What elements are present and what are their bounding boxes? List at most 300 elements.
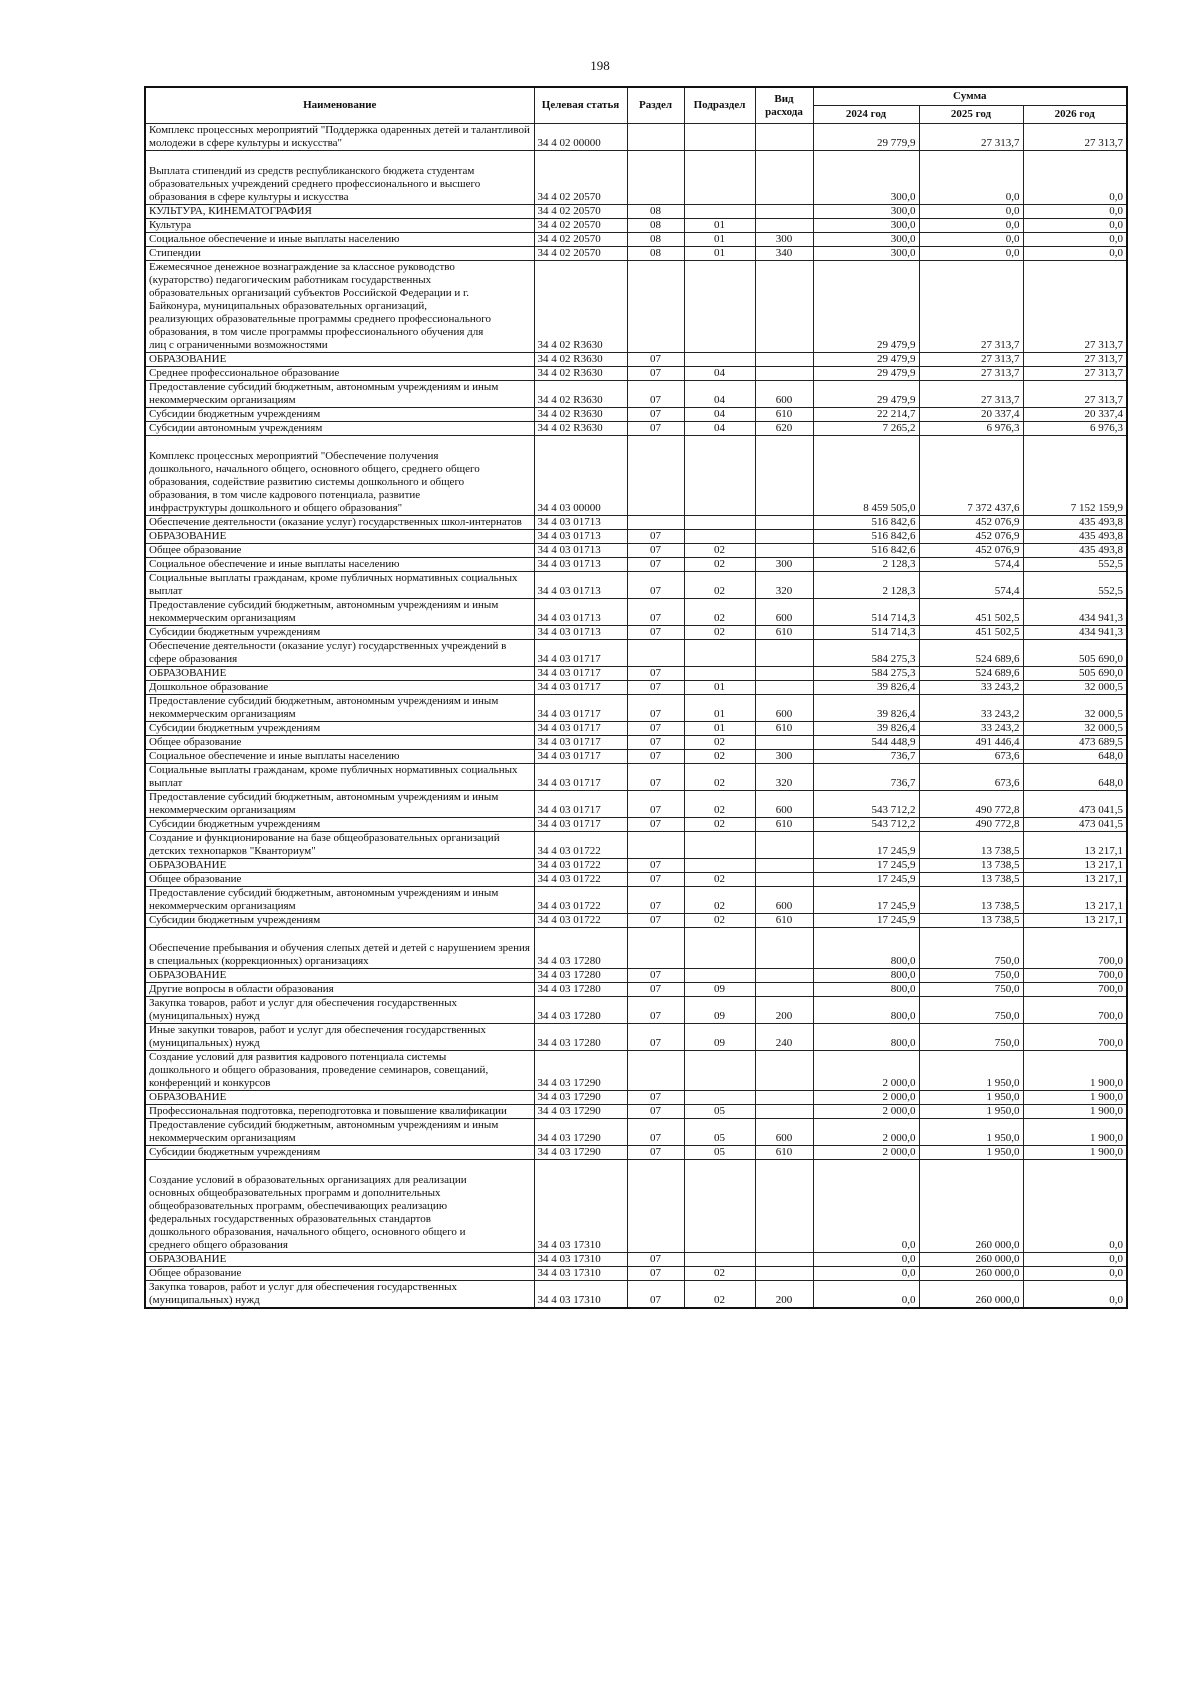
cell-razdel (627, 1051, 684, 1091)
cell-2024: 514 714,3 (813, 599, 919, 626)
cell-razdel (627, 261, 684, 353)
cell-vid (755, 219, 813, 233)
cell-2026: 0,0 (1023, 219, 1127, 233)
table-row (145, 151, 1127, 205)
header-vid: Вид расхода (755, 87, 813, 124)
cell-razdel: 07 (627, 1267, 684, 1281)
cell-razdel: 07 (627, 530, 684, 544)
cell-razdel: 07 (627, 667, 684, 681)
table-row (145, 1119, 1127, 1146)
cell-podrazdel (684, 516, 755, 530)
cell-vid: 200 (755, 1281, 813, 1309)
cell-razdel: 07 (627, 695, 684, 722)
cell-podrazdel (684, 928, 755, 969)
cell-razdel: 07 (627, 1281, 684, 1309)
cell-razdel: 07 (627, 1146, 684, 1160)
cell-2024: 2 000,0 (813, 1119, 919, 1146)
cell-2024: 800,0 (813, 983, 919, 997)
cell-name: ОБРАЗОВАНИЕ (145, 969, 534, 983)
cell-2025: 1 950,0 (919, 1146, 1023, 1160)
cell-code: 34 4 03 01717 (534, 736, 627, 750)
cell-2024: 29 479,9 (813, 353, 919, 367)
cell-2025: 451 502,5 (919, 626, 1023, 640)
cell-name: Стипендии (145, 247, 534, 261)
cell-code: 34 4 03 01722 (534, 832, 627, 859)
cell-2024: 7 265,2 (813, 422, 919, 436)
cell-2026: 1 900,0 (1023, 1119, 1127, 1146)
cell-2025: 27 313,7 (919, 381, 1023, 408)
cell-vid (755, 1105, 813, 1119)
cell-vid (755, 353, 813, 367)
cell-podrazdel (684, 353, 755, 367)
cell-name: Социальное обеспечение и иные выплаты населению (145, 233, 534, 247)
cell-podrazdel (684, 832, 755, 859)
cell-code: 34 4 03 01722 (534, 887, 627, 914)
cell-name: Субсидии бюджетным учреждениям (145, 722, 534, 736)
cell-code: 34 4 02 R3630 (534, 261, 627, 353)
cell-2026: 700,0 (1023, 969, 1127, 983)
cell-podrazdel: 01 (684, 695, 755, 722)
cell-2024: 39 826,4 (813, 695, 919, 722)
cell-razdel: 08 (627, 247, 684, 261)
table-body (145, 124, 1127, 1309)
cell-2025: 673,6 (919, 750, 1023, 764)
cell-name: Предоставление субсидий бюджетным, автономным учреждениям и иным некоммерческим организациям (145, 791, 534, 818)
cell-name: Профессиональная подготовка, переподготовка и повышение квалификации (145, 1105, 534, 1119)
cell-2024: 300,0 (813, 151, 919, 205)
cell-name: Закупка товаров, работ и услуг для обеспечения государственных (муниципальных) нужд (145, 1281, 534, 1309)
table-row (145, 736, 1127, 750)
cell-name: Субсидии бюджетным учреждениям (145, 1146, 534, 1160)
cell-2024: 17 245,9 (813, 887, 919, 914)
cell-2024: 0,0 (813, 1267, 919, 1281)
cell-code: 34 4 03 17310 (534, 1267, 627, 1281)
cell-vid (755, 969, 813, 983)
cell-podrazdel: 02 (684, 764, 755, 791)
cell-name: Создание и функционирование на базе общеобразовательных организаций детских технопарков "Кванториум" (145, 832, 534, 859)
cell-vid: 610 (755, 408, 813, 422)
table-row (145, 353, 1127, 367)
table-row (145, 530, 1127, 544)
cell-2024: 39 826,4 (813, 681, 919, 695)
cell-razdel: 07 (627, 859, 684, 873)
cell-2026: 0,0 (1023, 205, 1127, 219)
cell-2026: 473 041,5 (1023, 791, 1127, 818)
cell-2026: 0,0 (1023, 1253, 1127, 1267)
cell-2026: 32 000,5 (1023, 681, 1127, 695)
cell-code: 34 4 03 01713 (534, 626, 627, 640)
cell-vid (755, 530, 813, 544)
cell-2024: 39 826,4 (813, 722, 919, 736)
cell-name: Субсидии бюджетным учреждениям (145, 818, 534, 832)
cell-name: ОБРАЗОВАНИЕ (145, 859, 534, 873)
cell-name: Иные закупки товаров, работ и услуг для обеспечения государственных (муниципальных) нужд (145, 1024, 534, 1051)
cell-2025: 13 738,5 (919, 887, 1023, 914)
cell-2026: 1 900,0 (1023, 1105, 1127, 1119)
cell-code: 34 4 03 17290 (534, 1091, 627, 1105)
cell-code: 34 4 03 01717 (534, 667, 627, 681)
cell-2025: 750,0 (919, 997, 1023, 1024)
cell-razdel (627, 436, 684, 516)
cell-2024: 2 000,0 (813, 1051, 919, 1091)
cell-podrazdel: 02 (684, 887, 755, 914)
cell-podrazdel (684, 859, 755, 873)
cell-2026: 0,0 (1023, 1160, 1127, 1253)
table-row (145, 436, 1127, 516)
cell-2026: 700,0 (1023, 1024, 1127, 1051)
cell-podrazdel: 01 (684, 219, 755, 233)
table-row (145, 1091, 1127, 1105)
table-row (145, 1146, 1127, 1160)
cell-2024: 29 479,9 (813, 261, 919, 353)
cell-podrazdel (684, 667, 755, 681)
cell-2026: 0,0 (1023, 247, 1127, 261)
cell-name: Субсидии бюджетным учреждениям (145, 626, 534, 640)
cell-2026: 505 690,0 (1023, 640, 1127, 667)
table-row (145, 516, 1127, 530)
cell-2024: 584 275,3 (813, 667, 919, 681)
cell-2026: 1 900,0 (1023, 1146, 1127, 1160)
cell-code: 34 4 03 01722 (534, 914, 627, 928)
table-row (145, 695, 1127, 722)
cell-2025: 452 076,9 (919, 516, 1023, 530)
cell-razdel: 07 (627, 983, 684, 997)
cell-2025: 750,0 (919, 1024, 1023, 1051)
cell-vid (755, 205, 813, 219)
cell-code: 34 4 02 20570 (534, 219, 627, 233)
cell-2024: 17 245,9 (813, 873, 919, 887)
cell-vid: 610 (755, 626, 813, 640)
cell-podrazdel: 02 (684, 1281, 755, 1309)
cell-code: 34 4 02 R3630 (534, 422, 627, 436)
cell-code: 34 4 03 17310 (534, 1160, 627, 1253)
cell-2024: 543 712,2 (813, 818, 919, 832)
cell-2025: 13 738,5 (919, 873, 1023, 887)
cell-podrazdel (684, 205, 755, 219)
cell-podrazdel: 02 (684, 599, 755, 626)
cell-2026: 552,5 (1023, 558, 1127, 572)
header-podrazdel: Подраздел (684, 87, 755, 124)
cell-2026: 13 217,1 (1023, 832, 1127, 859)
cell-code: 34 4 03 17280 (534, 983, 627, 997)
cell-name: Субсидии бюджетным учреждениям (145, 914, 534, 928)
cell-2025: 490 772,8 (919, 818, 1023, 832)
cell-2024: 2 000,0 (813, 1091, 919, 1105)
cell-vid: 610 (755, 722, 813, 736)
cell-2025: 0,0 (919, 205, 1023, 219)
cell-podrazdel: 05 (684, 1119, 755, 1146)
cell-code: 34 4 03 17280 (534, 928, 627, 969)
cell-2025: 27 313,7 (919, 353, 1023, 367)
cell-code: 34 4 03 01713 (534, 544, 627, 558)
cell-vid (755, 928, 813, 969)
cell-name: Обеспечение пребывания и обучения слепых детей и детей с нарушением зрения в специальных (коррекционных) организациях (145, 928, 534, 969)
cell-vid: 240 (755, 1024, 813, 1051)
cell-razdel: 07 (627, 1119, 684, 1146)
cell-2024: 0,0 (813, 1253, 919, 1267)
cell-2025: 491 446,4 (919, 736, 1023, 750)
cell-2026: 1 900,0 (1023, 1051, 1127, 1091)
cell-name: Социальное обеспечение и иные выплаты населению (145, 750, 534, 764)
cell-vid: 620 (755, 422, 813, 436)
cell-2026: 27 313,7 (1023, 353, 1127, 367)
cell-razdel: 07 (627, 599, 684, 626)
cell-2024: 29 779,9 (813, 124, 919, 151)
cell-2024: 544 448,9 (813, 736, 919, 750)
cell-vid: 600 (755, 791, 813, 818)
table-row (145, 750, 1127, 764)
cell-2025: 524 689,6 (919, 667, 1023, 681)
cell-2024: 300,0 (813, 205, 919, 219)
table-row (145, 1253, 1127, 1267)
cell-2024: 516 842,6 (813, 530, 919, 544)
cell-2024: 300,0 (813, 247, 919, 261)
cell-vid: 300 (755, 558, 813, 572)
cell-vid (755, 1091, 813, 1105)
cell-razdel: 08 (627, 233, 684, 247)
cell-name: Комплекс процессных мероприятий "Поддержка одаренных детей и талантливой молодежи в сфере культуры и искусства" (145, 124, 534, 151)
cell-2024: 29 479,9 (813, 381, 919, 408)
cell-podrazdel: 04 (684, 408, 755, 422)
cell-code: 34 4 02 00000 (534, 124, 627, 151)
header-code: Целевая статья (534, 87, 627, 124)
header-name: Наименование (145, 87, 534, 124)
cell-vid (755, 736, 813, 750)
cell-2026: 20 337,4 (1023, 408, 1127, 422)
cell-2026: 13 217,1 (1023, 859, 1127, 873)
cell-name: Дошкольное образование (145, 681, 534, 695)
cell-code: 34 4 02 20570 (534, 205, 627, 219)
table-row (145, 233, 1127, 247)
cell-podrazdel (684, 640, 755, 667)
cell-name: Создание условий в образовательных организациях для реализации основных общеобразовательных программ и дополнительных общеобразовательных программ, обеспечивающих реализацию федеральных государственных образовательных стандартов дошкольного образования, начального общего, основного общего и среднего общего образования (145, 1160, 534, 1253)
cell-2024: 2 128,3 (813, 572, 919, 599)
cell-2026: 13 217,1 (1023, 887, 1127, 914)
cell-code: 34 4 03 01717 (534, 640, 627, 667)
cell-code: 34 4 03 17290 (534, 1051, 627, 1091)
cell-vid (755, 681, 813, 695)
table-row (145, 1160, 1127, 1253)
cell-2026: 700,0 (1023, 997, 1127, 1024)
cell-podrazdel: 02 (684, 558, 755, 572)
table-row (145, 887, 1127, 914)
table-row (145, 408, 1127, 422)
cell-razdel (627, 928, 684, 969)
cell-podrazdel: 01 (684, 247, 755, 261)
table-row (145, 914, 1127, 928)
cell-name: ОБРАЗОВАНИЕ (145, 353, 534, 367)
cell-name: Предоставление субсидий бюджетным, автономным учреждениям и иным некоммерческим организациям (145, 887, 534, 914)
cell-razdel: 07 (627, 736, 684, 750)
cell-2025: 13 738,5 (919, 914, 1023, 928)
cell-podrazdel: 04 (684, 422, 755, 436)
cell-2025: 27 313,7 (919, 367, 1023, 381)
cell-code: 34 4 02 20570 (534, 151, 627, 205)
cell-podrazdel: 09 (684, 983, 755, 997)
cell-2026: 32 000,5 (1023, 695, 1127, 722)
cell-podrazdel: 02 (684, 544, 755, 558)
cell-2025: 13 738,5 (919, 832, 1023, 859)
cell-podrazdel: 04 (684, 367, 755, 381)
cell-2025: 490 772,8 (919, 791, 1023, 818)
cell-razdel (627, 151, 684, 205)
header-2026: 2026 год (1023, 106, 1127, 124)
table-row (145, 558, 1127, 572)
cell-2026: 32 000,5 (1023, 722, 1127, 736)
table-row (145, 983, 1127, 997)
cell-podrazdel: 04 (684, 381, 755, 408)
cell-podrazdel: 01 (684, 681, 755, 695)
cell-2024: 8 459 505,0 (813, 436, 919, 516)
cell-code: 34 4 03 01713 (534, 516, 627, 530)
cell-2025: 33 243,2 (919, 722, 1023, 736)
cell-razdel: 07 (627, 1253, 684, 1267)
table-row (145, 791, 1127, 818)
cell-2024: 22 214,7 (813, 408, 919, 422)
cell-podrazdel: 09 (684, 1024, 755, 1051)
cell-podrazdel: 05 (684, 1105, 755, 1119)
cell-podrazdel: 01 (684, 233, 755, 247)
cell-2026: 700,0 (1023, 983, 1127, 997)
cell-2026: 434 941,3 (1023, 626, 1127, 640)
cell-2024: 0,0 (813, 1160, 919, 1253)
header-2024: 2024 год (813, 106, 919, 124)
table-row (145, 969, 1127, 983)
cell-vid (755, 1051, 813, 1091)
cell-razdel: 08 (627, 219, 684, 233)
cell-2024: 300,0 (813, 233, 919, 247)
cell-podrazdel: 02 (684, 572, 755, 599)
cell-code: 34 4 03 01713 (534, 558, 627, 572)
cell-2026: 13 217,1 (1023, 873, 1127, 887)
cell-razdel: 07 (627, 1105, 684, 1119)
cell-vid (755, 873, 813, 887)
cell-name: ОБРАЗОВАНИЕ (145, 1091, 534, 1105)
table-row (145, 667, 1127, 681)
cell-razdel (627, 1160, 684, 1253)
cell-razdel (627, 516, 684, 530)
cell-name: Предоставление субсидий бюджетным, автономным учреждениям и иным некоммерческим организациям (145, 1119, 534, 1146)
cell-code: 34 4 03 01717 (534, 764, 627, 791)
cell-podrazdel (684, 151, 755, 205)
table-row (145, 124, 1127, 151)
cell-vid (755, 544, 813, 558)
cell-razdel: 07 (627, 408, 684, 422)
cell-razdel (627, 832, 684, 859)
header-summa: Сумма (813, 87, 1127, 106)
cell-2025: 574,4 (919, 572, 1023, 599)
cell-name: КУЛЬТУРА, КИНЕМАТОГРАФИЯ (145, 205, 534, 219)
cell-2025: 524 689,6 (919, 640, 1023, 667)
table-row (145, 928, 1127, 969)
cell-code: 34 4 03 17310 (534, 1253, 627, 1267)
table-row (145, 818, 1127, 832)
cell-vid: 600 (755, 887, 813, 914)
cell-podrazdel: 02 (684, 626, 755, 640)
cell-vid: 600 (755, 381, 813, 408)
cell-podrazdel: 09 (684, 997, 755, 1024)
cell-2026: 27 313,7 (1023, 261, 1127, 353)
cell-podrazdel (684, 1091, 755, 1105)
cell-podrazdel: 02 (684, 818, 755, 832)
cell-razdel: 07 (627, 572, 684, 599)
cell-2026: 473 689,5 (1023, 736, 1127, 750)
cell-2026: 1 900,0 (1023, 1091, 1127, 1105)
cell-podrazdel (684, 1253, 755, 1267)
cell-code: 34 4 03 17310 (534, 1281, 627, 1309)
cell-podrazdel: 02 (684, 1267, 755, 1281)
cell-code: 34 4 03 01717 (534, 722, 627, 736)
cell-2025: 27 313,7 (919, 124, 1023, 151)
cell-name: Субсидии бюджетным учреждениям (145, 408, 534, 422)
cell-vid (755, 1160, 813, 1253)
cell-code: 34 4 03 01717 (534, 791, 627, 818)
cell-vid: 320 (755, 764, 813, 791)
cell-code: 34 4 02 R3630 (534, 367, 627, 381)
cell-vid (755, 983, 813, 997)
cell-vid (755, 640, 813, 667)
table-row (145, 764, 1127, 791)
cell-name: Среднее профессиональное образование (145, 367, 534, 381)
cell-vid: 600 (755, 695, 813, 722)
cell-2026: 435 493,8 (1023, 530, 1127, 544)
cell-name: Другие вопросы в области образования (145, 983, 534, 997)
cell-2025: 673,6 (919, 764, 1023, 791)
cell-2025: 33 243,2 (919, 695, 1023, 722)
cell-podrazdel: 02 (684, 736, 755, 750)
table-row (145, 544, 1127, 558)
cell-code: 34 4 03 01713 (534, 599, 627, 626)
cell-code: 34 4 03 17290 (534, 1146, 627, 1160)
cell-2025: 13 738,5 (919, 859, 1023, 873)
cell-razdel: 07 (627, 969, 684, 983)
table-row (145, 873, 1127, 887)
cell-name: Социальные выплаты гражданам, кроме публичных нормативных социальных выплат (145, 572, 534, 599)
budget-table (144, 86, 1128, 1309)
cell-2025: 452 076,9 (919, 530, 1023, 544)
cell-razdel: 07 (627, 367, 684, 381)
cell-name: Обеспечение деятельности (оказание услуг) государственных школ-интернатов (145, 516, 534, 530)
cell-2024: 736,7 (813, 764, 919, 791)
cell-name: Комплекс процессных мероприятий "Обеспечение получения дошкольного, начального общего, основного общего, среднего общего образования, содействие развитию системы дошкольного и общего образования, в том числе кадрового потенциала, развитие инфраструктуры дошкольного и общего образования" (145, 436, 534, 516)
cell-2026: 0,0 (1023, 1267, 1127, 1281)
cell-razdel: 07 (627, 997, 684, 1024)
table-row (145, 422, 1127, 436)
table-row (145, 381, 1127, 408)
cell-code: 34 4 03 01722 (534, 873, 627, 887)
cell-vid (755, 151, 813, 205)
cell-2026: 648,0 (1023, 750, 1127, 764)
cell-razdel: 07 (627, 1024, 684, 1051)
cell-podrazdel: 01 (684, 722, 755, 736)
cell-razdel: 07 (627, 681, 684, 695)
cell-name: Создание условий для развития кадрового потенциала системы дошкольного и общего образования, проведение семинаров, совещаний, конференций и конкурсов (145, 1051, 534, 1091)
cell-2026: 505 690,0 (1023, 667, 1127, 681)
cell-2024: 17 245,9 (813, 914, 919, 928)
cell-2024: 800,0 (813, 969, 919, 983)
cell-2025: 260 000,0 (919, 1253, 1023, 1267)
cell-2026: 648,0 (1023, 764, 1127, 791)
cell-vid (755, 1267, 813, 1281)
cell-podrazdel: 02 (684, 873, 755, 887)
cell-name: ОБРАЗОВАНИЕ (145, 530, 534, 544)
cell-2026: 700,0 (1023, 928, 1127, 969)
cell-2024: 800,0 (813, 928, 919, 969)
cell-vid (755, 516, 813, 530)
table-row (145, 1281, 1127, 1309)
cell-name: Общее образование (145, 544, 534, 558)
cell-vid (755, 1253, 813, 1267)
